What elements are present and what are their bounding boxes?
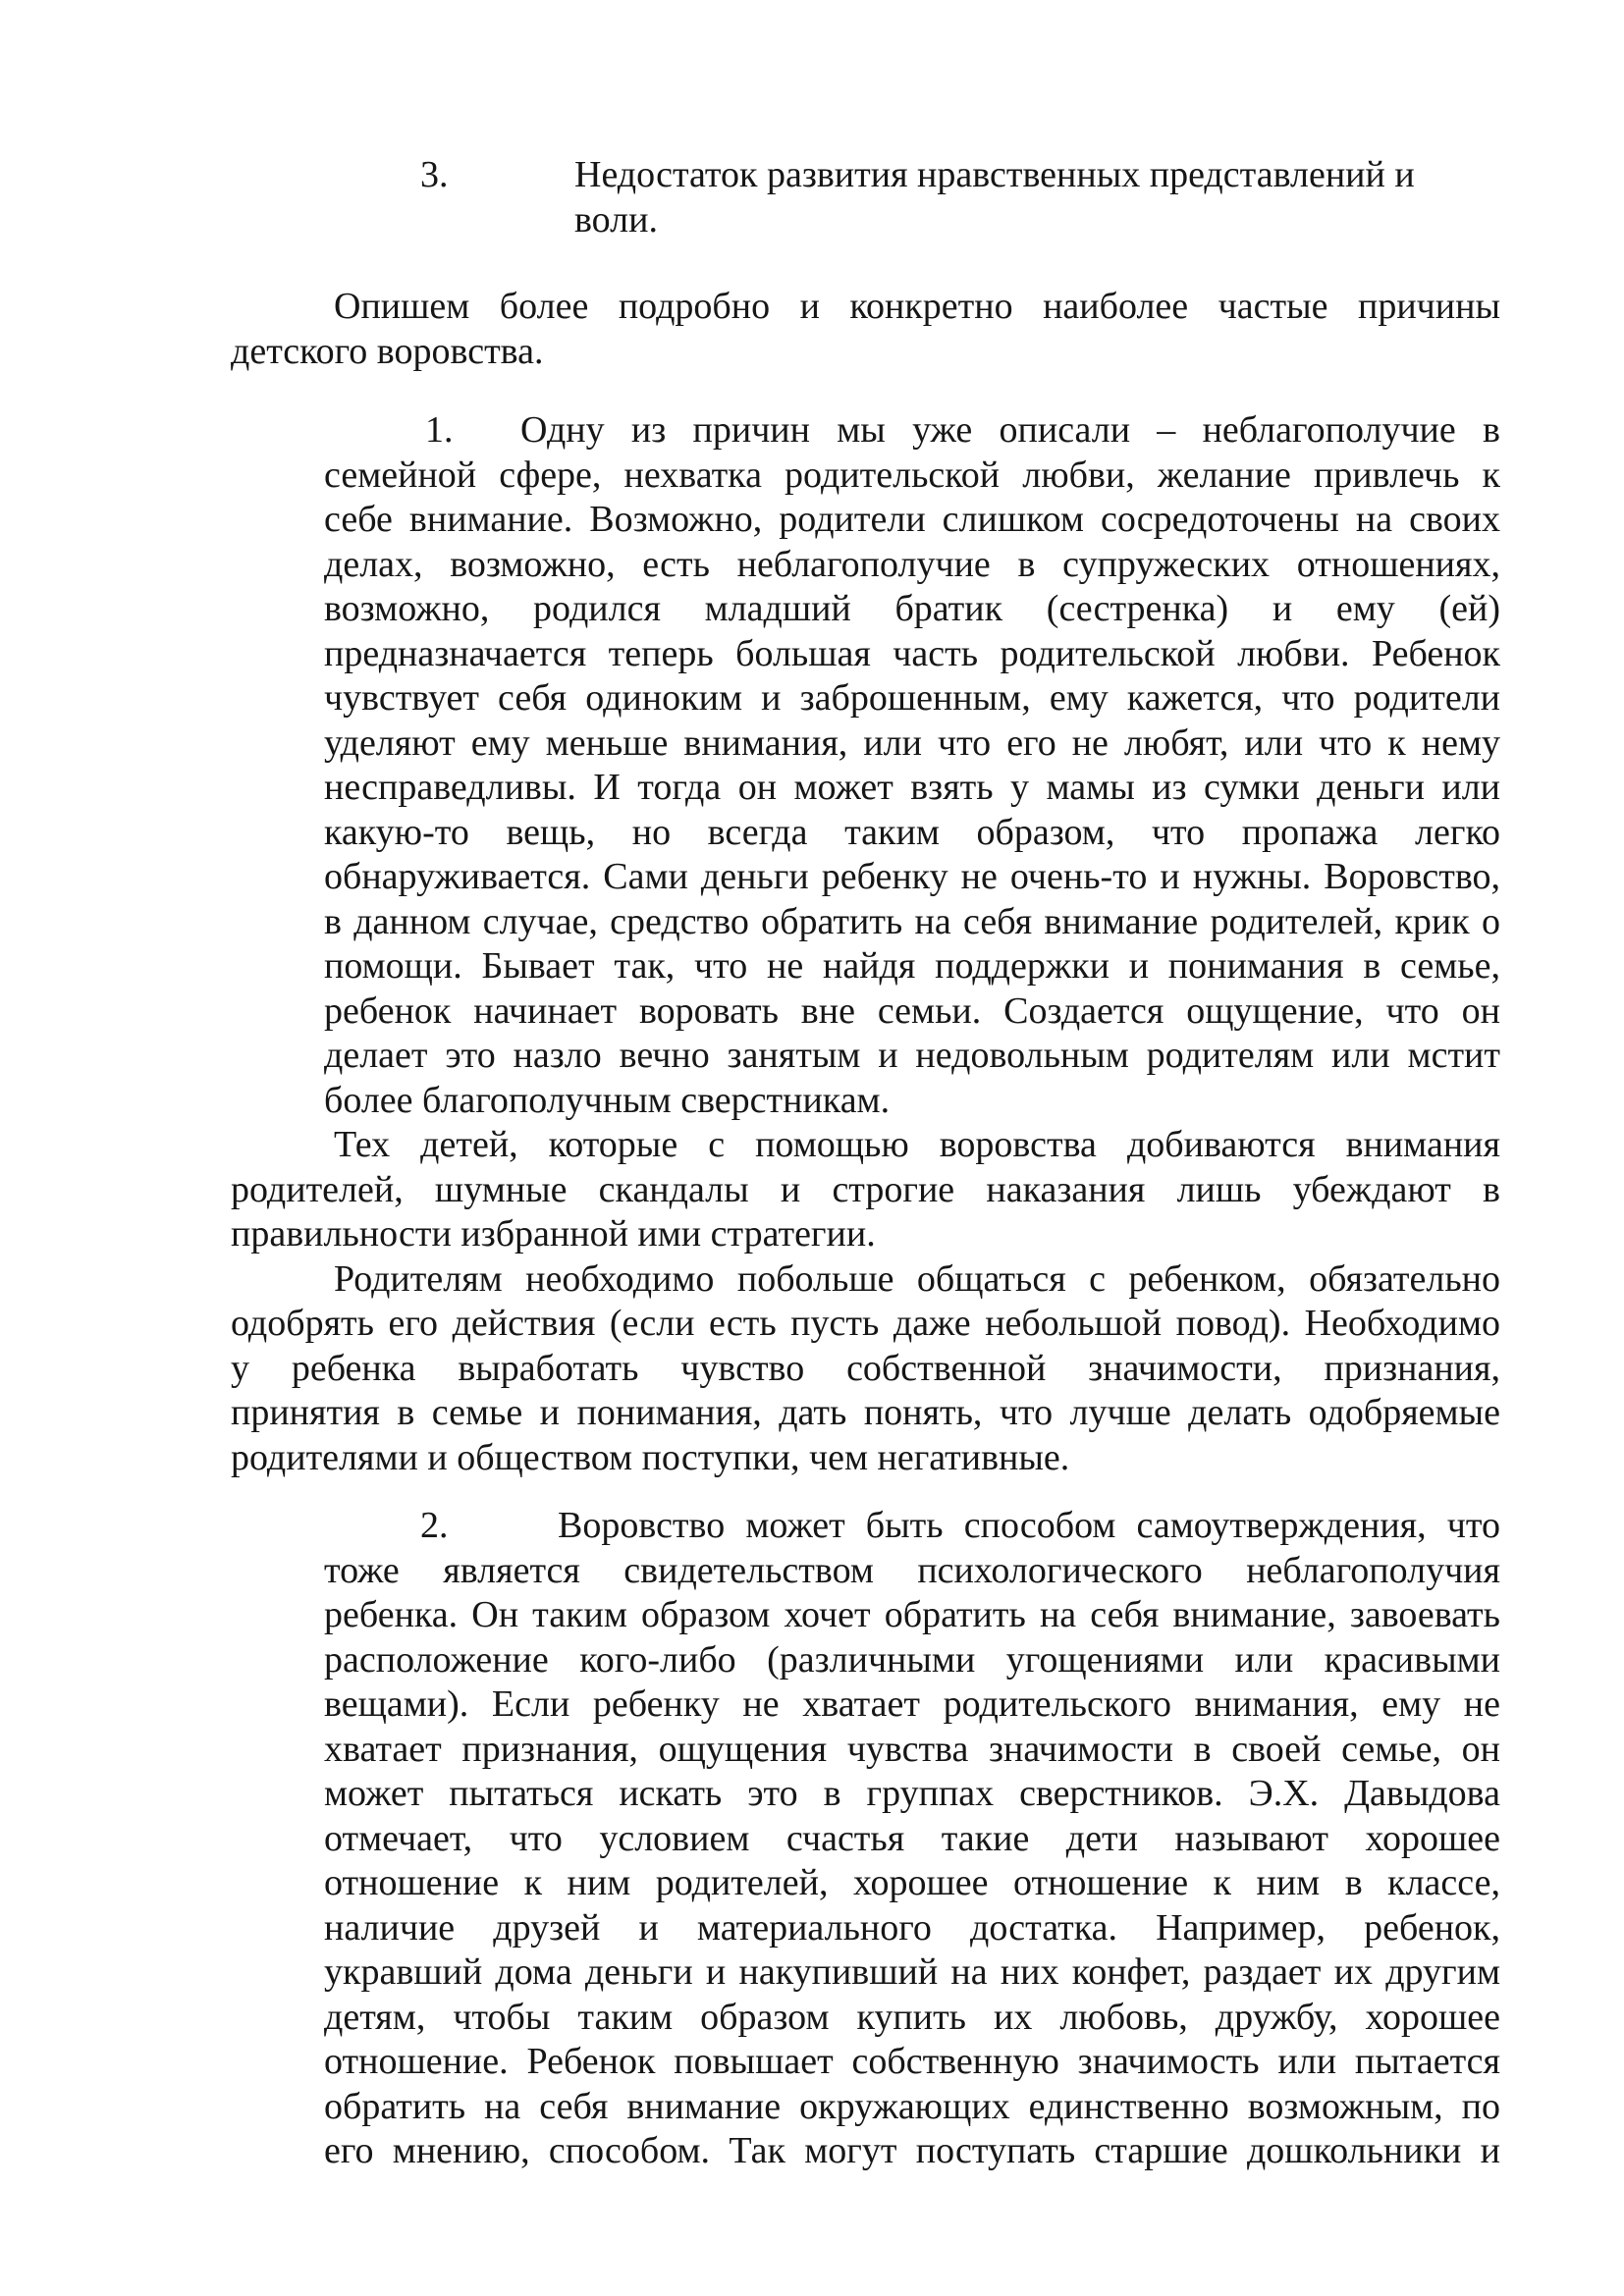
text-line: делах, возможно, есть неблагополучие в супружеских отношениях, [324,543,1500,585]
text-line: укравший дома деньги и накупивший на них конфет, раздает их другим [324,1951,1500,1993]
text-line: детского воровства. [231,330,544,372]
text-line: может пытаться искать это в группах сверстников. Э.Х. Давыдова [324,1773,1500,1814]
text-line: помощи. Бывает так, что не найдя поддержки и понимания в семье, [324,945,1500,987]
text-line: 3. Недостаток развития нравственных представлений и воли. [420,154,1415,240]
text-line: у ребенка выработать чувство собственной значимости, признания, [231,1347,1500,1389]
attention-paragraph [231,1123,1500,1257]
text-line: обратить на себя внимание окружающих единственно возможным, по [324,2085,1500,2127]
text-line: возможно, родился младший братик (сестренка) и ему (ей) [324,588,1500,629]
text-line: себе внимание. Возможно, родители слишком сосредоточены на своих [324,499,1500,540]
section-heading [231,153,1500,242]
advice-paragraph [231,1257,1500,1481]
text-line: делает это назло вечно занятым и недовольным родителям или мстит [324,1035,1500,1076]
document-content [231,0,1500,2174]
text-line: 1. Одну из причин мы уже описали – неблагополучие в [324,408,1500,454]
list-item-1 [324,408,1500,1123]
text-line: одобрять его действия (если есть пусть даже небольшой повод). Необходимо [231,1303,1500,1344]
item-number: 2. [420,1505,449,1546]
text-line: обнаруживается. Сами деньги ребенку не очень-то и нужны. Воровство, [324,856,1500,897]
blank-line [231,374,1500,408]
text-line: несправедливы. И тогда он может взять у мамы из сумки деньги или [324,767,1500,808]
text-line: Родителям необходимо побольше общаться с ребенком, обязательно [334,1257,1500,1300]
text-line: отношение. Ребенок повышает собственную значимость или пытается [324,2041,1500,2082]
text-line: ребенок начинает воровать вне семьи. Создается ощущение, что он [324,989,1500,1032]
text-line: его мнению, способом. Так могут поступать старшие дошкольники и [324,2130,1500,2171]
item-number: 1. [425,409,454,451]
intro-paragraph [231,285,1500,374]
text-line: родителями и обществом поступки, чем негативные. [231,1436,1070,1478]
text-line: расположение кого-либо (различными угощениями или красивыми [324,1638,1500,1681]
list-item-2 [324,1504,1500,2174]
text-line: принятия в семье и понимания, дать понять, что лучше делать одобряемые [231,1392,1500,1433]
text-line: тоже является свидетельством психологического неблагополучия [324,1549,1500,1591]
text-line: чувствует себя одиноким и заброшенным, ему кажется, что родители [324,677,1500,719]
text-line: Опишем более подробно и конкретно наиболее частые причины [334,286,1500,327]
text-line: детям, чтобы таким образом купить их любовь, дружбу, хорошее [324,1996,1500,2038]
blank-line [231,242,1500,285]
text-line: предназначается теперь большая часть родительской любви. Ребенок [324,632,1500,674]
text-line: уделяют ему меньше внимания, или что его не любят, или что к нему [324,721,1500,764]
text-line: какую-то вещь, но всегда таким образом, что пропажа легко [324,811,1500,853]
text-line: вещами). Если ребенку не хватает родительского внимания, ему не [324,1683,1500,1725]
text-line: отношение к ним родителей, хорошее отношение к ним в классе, [324,1862,1500,1903]
text-line: родителей, шумные скандалы и строгие наказания лишь убеждают в [231,1168,1500,1210]
text-line: ребенка. Он таким образом хочет обратить на себя внимание, завоевать [324,1594,1500,1635]
item-number: 3. [420,154,449,195]
blank-line [231,1480,1500,1504]
text-line: в данном случае, средство обратить на себя внимание родителей, крик о [324,900,1500,942]
text-line: правильности избранной ими стратегии. [231,1213,876,1255]
text-line: 2. Воровство может быть способом самоутверждения, что [324,1504,1500,1549]
text-line: более благополучным сверстникам. [324,1079,891,1121]
text-line: Тех детей, которые с помощью воровства добиваются внимания [334,1124,1500,1165]
text-line: хватает признания, ощущения чувства значимости в своей семье, он [324,1728,1500,1770]
text-line: отмечает, что условием счастья такие дети называют хорошее [324,1817,1500,1859]
text-line: наличие друзей и материального достатка. Например, ребенок, [324,1906,1500,1949]
text-line: семейной сфере, нехватка родительской любви, желание привлечь к [324,454,1500,496]
